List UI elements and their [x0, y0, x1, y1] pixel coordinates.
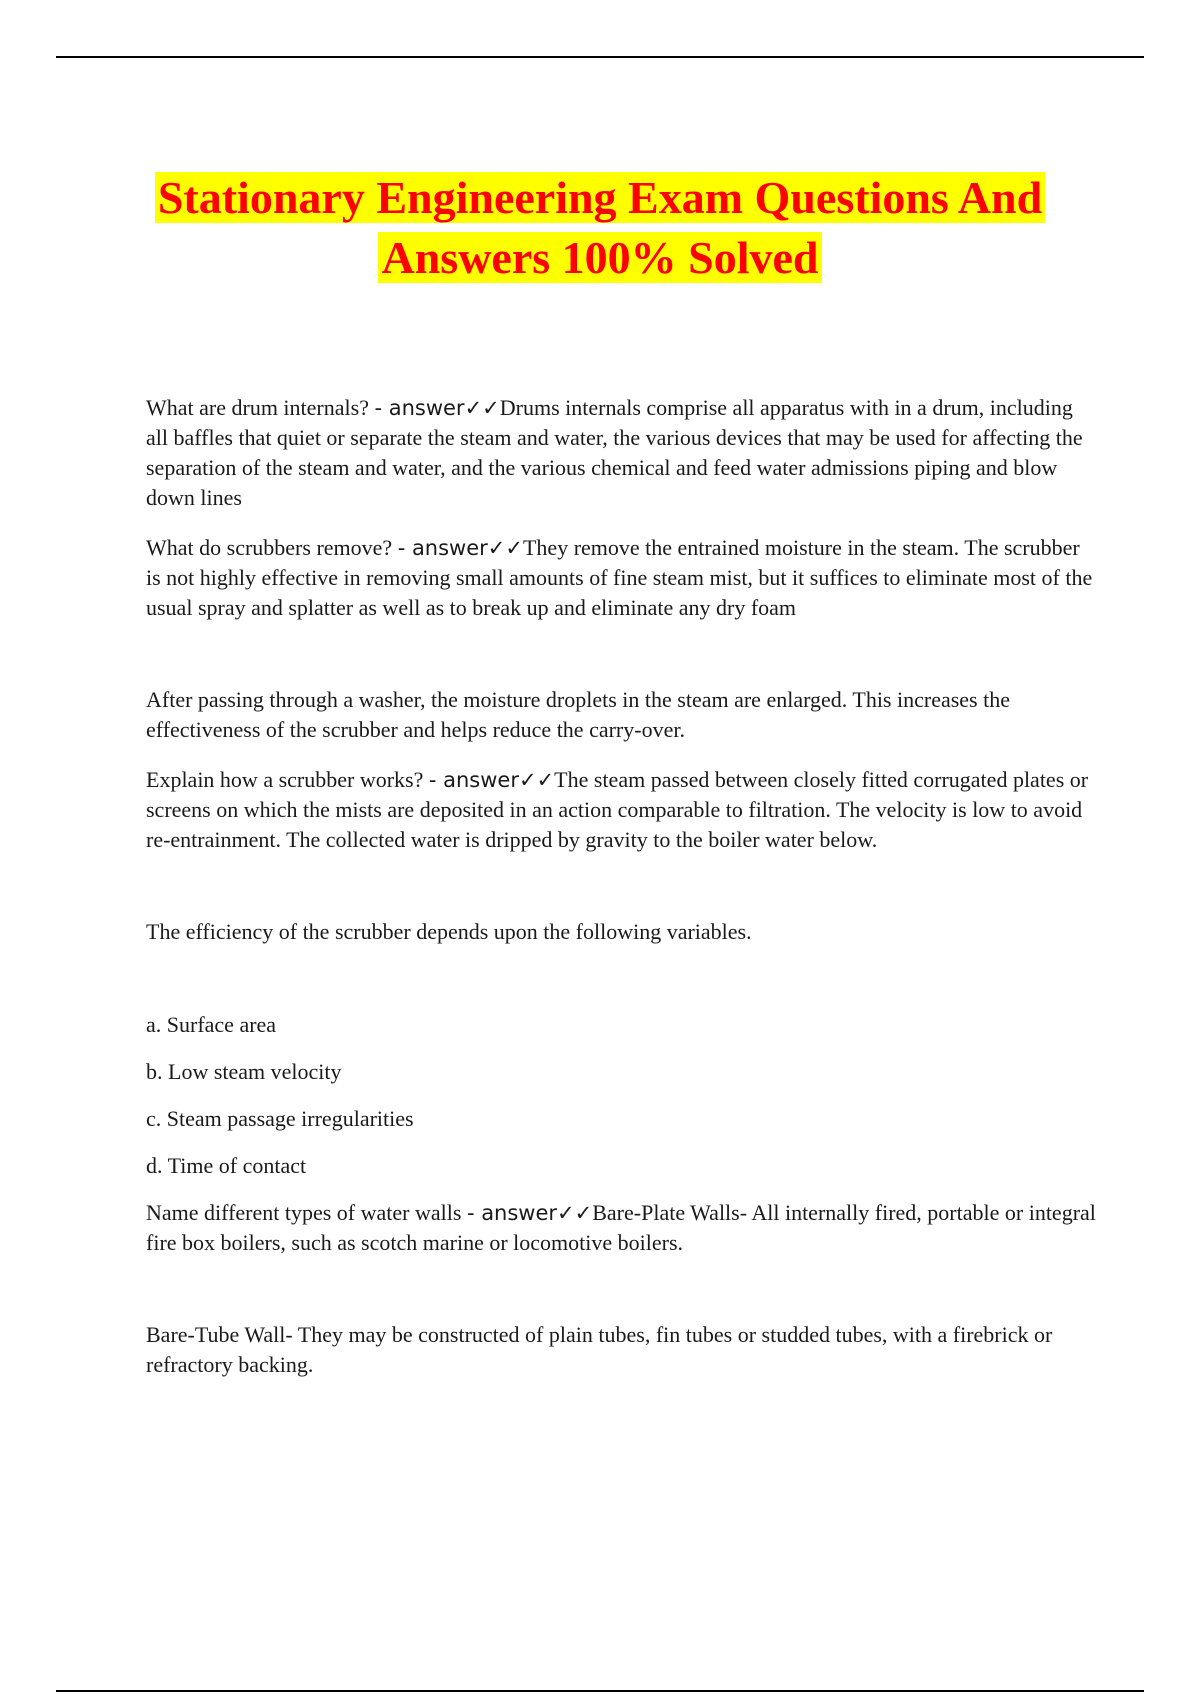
- qa-scrubbers-remove: [146, 533, 1096, 623]
- answer-text: Drums internals comprise all apparatus with in a drum, including all baffles that quiet or separate the steam and water, the various devices that may be used for affecting the separation of the steam and water, and the various chemical and feed water admissions piping and blow down lines: [146, 395, 1083, 510]
- answer-text: They remove the entrained moisture in the steam. The scrubber is not highly effective in removing small amounts of fine steam mist, but it suffices to eliminate most of the usual spray and splatter as well as to break up and eliminate any dry foam: [146, 535, 1093, 620]
- qa-water-walls: [146, 1198, 1096, 1258]
- list-item: d. Time of contact: [146, 1153, 307, 1178]
- question-text: What are drum internals?: [146, 395, 369, 420]
- answer-marker: - answer✓✓: [466, 1201, 593, 1225]
- question-text: Explain how a scrubber works?: [146, 767, 424, 792]
- paragraph-washer: After passing through a washer, the moisture droplets in the steam are enlarged. This increases the effectiveness of the scrubber and helps reduce the carry-over.: [146, 687, 1010, 742]
- answer-text: Bare-Plate Walls- All internally fired, portable or integral fire box boilers, such as scotch marine or locomotive boilers.: [146, 1200, 1096, 1255]
- answer-marker: - answer✓✓: [397, 536, 523, 560]
- list-item: b. Low steam velocity: [146, 1059, 342, 1084]
- question-text: What do scrubbers remove?: [146, 535, 393, 560]
- title-line-1: Stationary Engineering Exam Questions And: [155, 172, 1045, 223]
- answer-text: The steam passed between closely fitted corrugated plates or screens on which the mists are deposited in an action comparable to filtration. The velocity is low to avoid re-entrainment. The collected water is dripped by gravity to the boiler water below.: [146, 767, 1089, 852]
- qa-drum-internals: [146, 393, 1096, 513]
- qa-scrubber-works: [146, 765, 1096, 855]
- document-body: [146, 393, 1096, 1380]
- paragraph-bare-tube-wall: Bare-Tube Wall- They may be constructed of plain tubes, fin tubes or studded tubes, with a firebrick or refractory backing.: [146, 1322, 1053, 1377]
- question-text: Name different types of water walls: [146, 1200, 462, 1225]
- answer-marker: - answer✓✓: [428, 768, 555, 792]
- list-item: a. Surface area: [146, 1012, 277, 1037]
- header-rule: [56, 56, 1144, 58]
- list-item: c. Steam passage irregularities: [146, 1106, 414, 1131]
- paragraph-efficiency: The efficiency of the scrubber depends upon the following variables.: [146, 919, 752, 944]
- answer-marker: - answer✓✓: [374, 396, 500, 420]
- title-line-2: Answers 100% Solved: [378, 232, 821, 283]
- document-title: [80, 168, 1120, 288]
- footer-rule: [56, 1690, 1144, 1692]
